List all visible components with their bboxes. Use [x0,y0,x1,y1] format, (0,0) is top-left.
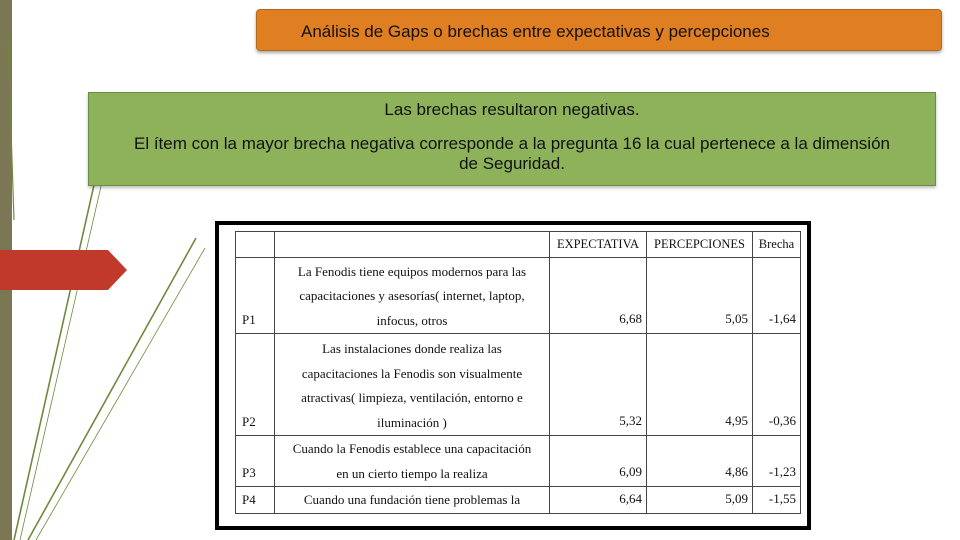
row-expectativa: 5,32 [550,334,647,436]
row-expectativa: 6,64 [550,487,647,514]
table-header-row [236,232,801,258]
row-brecha: -1,55 [753,487,801,514]
row-percepciones: 4,86 [647,436,753,487]
gap-table [235,231,801,514]
row-question [275,258,550,334]
summary-box [88,92,936,186]
row-id: P1 [236,258,275,334]
summary-line-2: El ítem con la mayor brecha negativa corresponde a la pregunta 16 la cual pertenece a la dimensión de Seguridad. [133,134,890,173]
header-cell-id [236,232,275,258]
row-id: P2 [236,334,275,436]
row-question [275,487,550,514]
row-percepciones: 5,09 [647,487,753,514]
row-id: P3 [236,436,275,487]
question-line: capacitaciones y asesorías( internet, laptop, [299,288,525,303]
row-question [275,436,550,487]
question-line: atractivas( limpieza, ventilación, entorno e [301,390,523,405]
row-brecha: -1,64 [753,258,801,334]
row-expectativa: 6,68 [550,258,647,334]
row-id: P4 [236,487,275,514]
question-line: Cuando una fundación tiene problemas la [303,492,521,507]
gap-table-container [219,225,807,526]
table-row [236,258,801,334]
header-cell-percepciones: PERCEPCIONES [647,232,753,258]
page-title: Análisis de Gaps o brechas entre expectativas y percepciones [301,22,770,41]
question-line: capacitaciones la Fenodis son visualmente [301,365,523,381]
title-banner [256,9,942,51]
header-cell-expectativa: EXPECTATIVA [550,232,647,258]
question-line: iluminación ) [377,414,447,430]
arrow-tab-shape [0,250,127,290]
summary-line-1: Las brechas resultaron negativas. [384,100,640,119]
row-percepciones: 4,95 [647,334,753,436]
table-row [236,436,801,487]
question-line: en un cierto tiempo la realiza [336,465,488,481]
row-brecha: -1,23 [753,436,801,487]
table-row [236,487,801,514]
header-cell-brecha: Brecha [753,232,801,258]
row-percepciones: 5,05 [647,258,753,334]
header-cell-question [275,232,550,258]
question-line: La Fenodis tiene equipos modernos para las [297,263,527,279]
question-line: Cuando la Fenodis establece una capacitación [292,441,532,456]
question-line: Las instalaciones donde realiza las [322,341,502,356]
question-line: infocus, otros [376,312,448,328]
row-question [275,334,550,436]
table-row [236,334,801,436]
row-expectativa: 6,09 [550,436,647,487]
gap-table-frame [215,221,811,530]
row-brecha: -0,36 [753,334,801,436]
